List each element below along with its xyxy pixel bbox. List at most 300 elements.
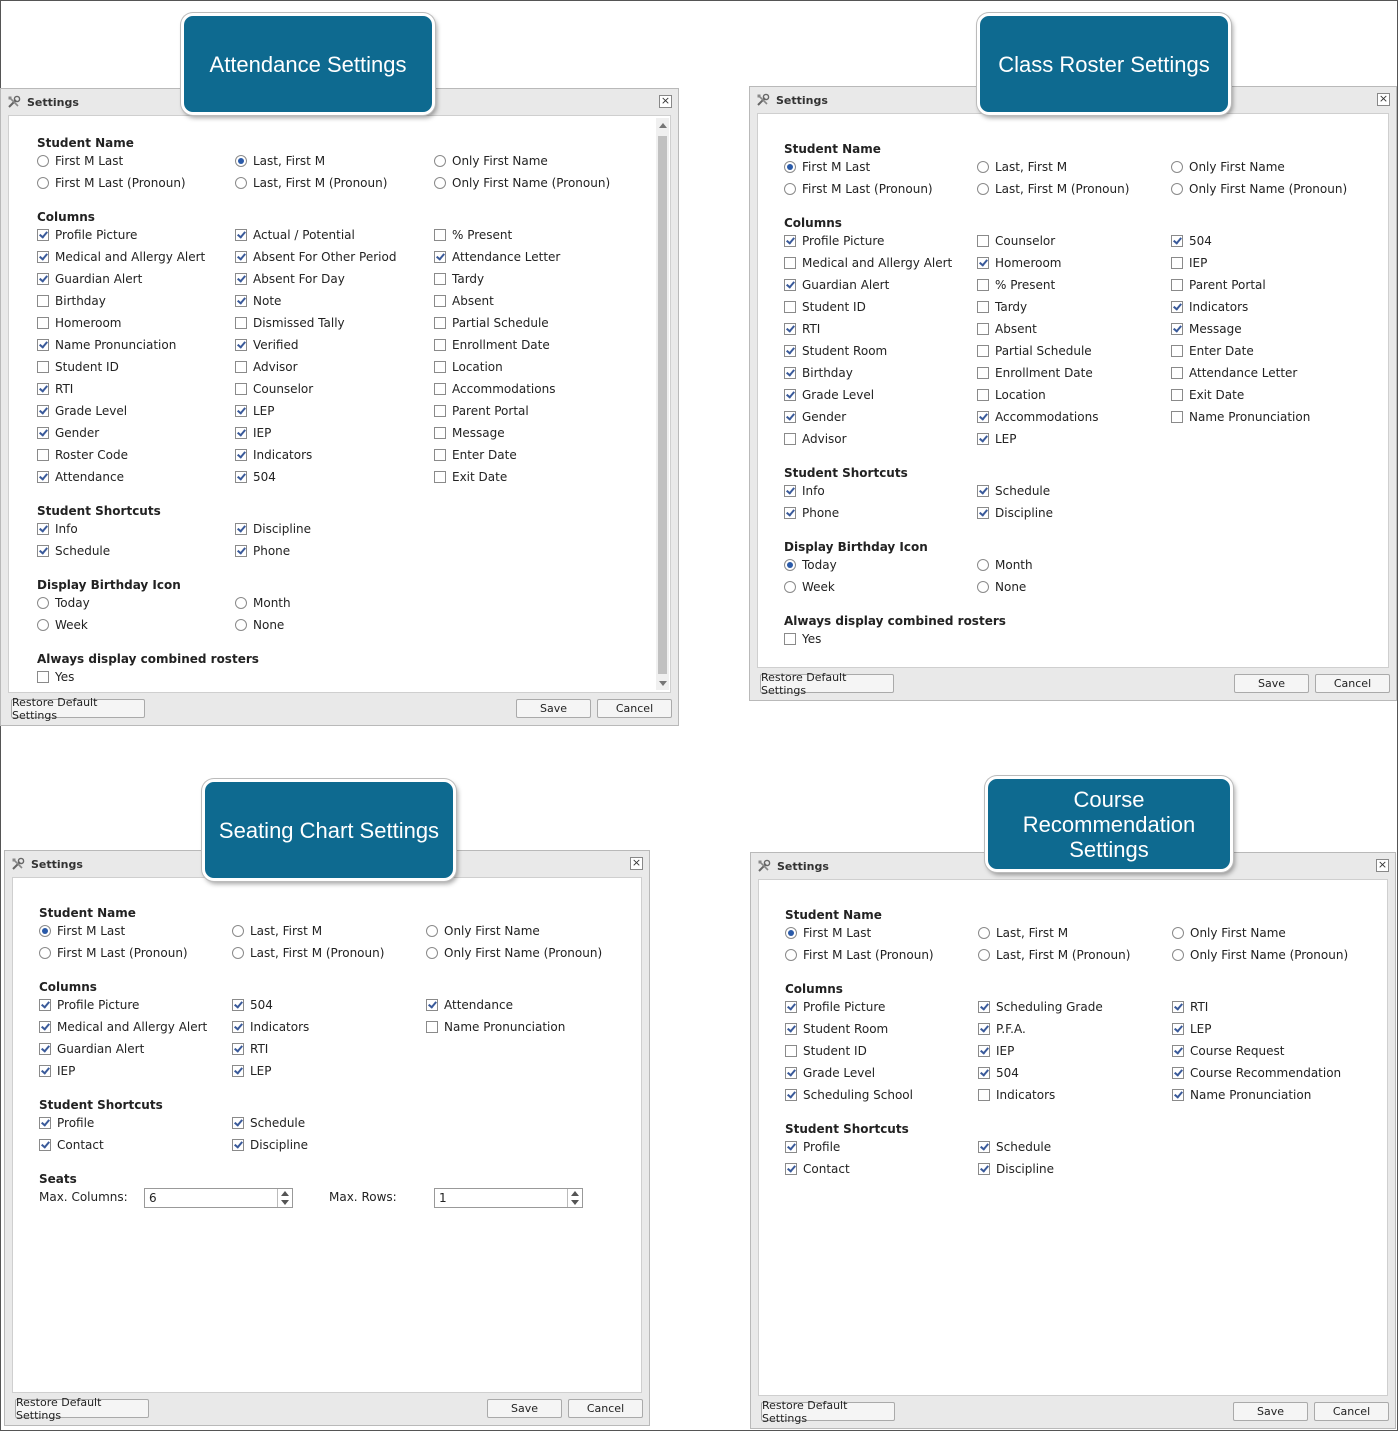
radio-only-first-name-pronoun[interactable]	[1172, 948, 1348, 962]
checkbox-schedule[interactable]	[978, 1140, 1051, 1154]
radio-circle[interactable]	[39, 925, 51, 937]
checkbox-schedule[interactable]	[37, 544, 110, 558]
checkbox-box[interactable]	[37, 471, 49, 483]
checkbox-box[interactable]	[785, 1023, 797, 1035]
checkbox-box[interactable]	[235, 545, 247, 557]
checkbox-profile-picture[interactable]	[37, 228, 137, 242]
radio-month[interactable]	[235, 596, 291, 610]
radio-only-first-name[interactable]	[426, 924, 540, 938]
checkbox-box[interactable]	[977, 345, 989, 357]
vertical-scrollbar[interactable]	[656, 118, 669, 690]
checkbox-discipline[interactable]	[977, 506, 1053, 520]
checkbox-box[interactable]	[426, 999, 438, 1011]
checkbox-indicators[interactable]	[235, 448, 312, 462]
checkbox-box[interactable]	[1171, 367, 1183, 379]
restore-default-settings-button[interactable]: Restore Default Settings	[761, 1402, 895, 1421]
checkbox-box[interactable]	[784, 633, 796, 645]
checkbox-box[interactable]	[426, 1021, 438, 1033]
save-button[interactable]: Save	[487, 1399, 562, 1418]
radio-only-first-name[interactable]	[1171, 160, 1285, 174]
checkbox-contact[interactable]	[785, 1162, 850, 1176]
checkbox-advisor[interactable]	[784, 432, 847, 446]
checkbox-box[interactable]	[232, 1139, 244, 1151]
close-icon[interactable]: ×	[1378, 92, 1389, 105]
radio-circle[interactable]	[977, 183, 989, 195]
checkbox-box[interactable]	[37, 671, 49, 683]
checkbox-box[interactable]	[785, 1141, 797, 1153]
checkbox-profile-picture[interactable]	[785, 1000, 885, 1014]
checkbox-tardy[interactable]	[434, 272, 484, 286]
radio-circle[interactable]	[232, 925, 244, 937]
radio-circle[interactable]	[1172, 949, 1184, 961]
checkbox-box[interactable]	[978, 1089, 990, 1101]
radio-last-first-m-pronoun[interactable]	[978, 948, 1130, 962]
radio-last-first-m-pronoun[interactable]	[235, 176, 387, 190]
checkbox-box[interactable]	[37, 523, 49, 535]
checkbox-box[interactable]	[1172, 1067, 1184, 1079]
scroll-up-arrow-icon[interactable]	[659, 123, 667, 128]
checkbox-parent-portal[interactable]	[1171, 278, 1266, 292]
max-columns-stepper[interactable]	[144, 1188, 293, 1208]
stepper-up-icon[interactable]	[571, 1191, 579, 1196]
checkbox-yes[interactable]	[784, 632, 821, 646]
checkbox-box[interactable]	[235, 471, 247, 483]
radio-circle[interactable]	[978, 927, 990, 939]
radio-none[interactable]	[977, 580, 1026, 594]
checkbox-box[interactable]	[977, 323, 989, 335]
checkbox-504[interactable]	[978, 1066, 1019, 1080]
checkbox-box[interactable]	[39, 1043, 51, 1055]
checkbox-box[interactable]	[434, 361, 446, 373]
checkbox-enrollment-date[interactable]	[434, 338, 550, 352]
checkbox-student-id[interactable]	[785, 1044, 867, 1058]
checkbox-medical-and-allergy-alert[interactable]	[37, 250, 205, 264]
checkbox-present[interactable]	[977, 278, 1055, 292]
stepper-arrows[interactable]	[277, 1189, 292, 1207]
radio-circle[interactable]	[235, 597, 247, 609]
radio-only-first-name-pronoun[interactable]	[1171, 182, 1347, 196]
checkbox-box[interactable]	[37, 295, 49, 307]
checkbox-box[interactable]	[37, 427, 49, 439]
checkbox-box[interactable]	[977, 257, 989, 269]
checkbox-lep[interactable]	[1172, 1022, 1212, 1036]
radio-week[interactable]	[37, 618, 88, 632]
checkbox-box[interactable]	[785, 1089, 797, 1101]
checkbox-box[interactable]	[1172, 1001, 1184, 1013]
checkbox-box[interactable]	[1172, 1045, 1184, 1057]
checkbox-profile-picture[interactable]	[784, 234, 884, 248]
checkbox-box[interactable]	[784, 411, 796, 423]
checkbox-gender[interactable]	[37, 426, 99, 440]
radio-circle[interactable]	[785, 927, 797, 939]
checkbox-box[interactable]	[784, 345, 796, 357]
checkbox-box[interactable]	[37, 383, 49, 395]
checkbox-enter-date[interactable]	[1171, 344, 1254, 358]
checkbox-course-request[interactable]	[1172, 1044, 1284, 1058]
radio-circle[interactable]	[1172, 927, 1184, 939]
radio-none[interactable]	[235, 618, 284, 632]
radio-first-m-last-pronoun[interactable]	[37, 176, 186, 190]
checkbox-iep[interactable]	[39, 1064, 75, 1078]
checkbox-homeroom[interactable]	[37, 316, 121, 330]
checkbox-actual-potential[interactable]	[235, 228, 355, 242]
checkbox-name-pronunciation[interactable]	[1171, 410, 1310, 424]
radio-circle[interactable]	[434, 177, 446, 189]
checkbox-exit-date[interactable]	[434, 470, 507, 484]
radio-only-first-name-pronoun[interactable]	[434, 176, 610, 190]
checkbox-box[interactable]	[977, 411, 989, 423]
checkbox-box[interactable]	[434, 295, 446, 307]
radio-circle[interactable]	[784, 161, 796, 173]
checkbox-profile[interactable]	[785, 1140, 840, 1154]
checkbox-homeroom[interactable]	[977, 256, 1061, 270]
checkbox-partial-schedule[interactable]	[977, 344, 1092, 358]
checkbox-box[interactable]	[39, 1139, 51, 1151]
stepper-arrows[interactable]	[567, 1189, 582, 1207]
checkbox-box[interactable]	[235, 449, 247, 461]
checkbox-box[interactable]	[434, 317, 446, 329]
cancel-button[interactable]: Cancel	[568, 1399, 643, 1418]
checkbox-enter-date[interactable]	[434, 448, 517, 462]
checkbox-box[interactable]	[39, 999, 51, 1011]
checkbox-box[interactable]	[977, 279, 989, 291]
checkbox-box[interactable]	[784, 507, 796, 519]
checkbox-box[interactable]	[235, 383, 247, 395]
checkbox-box[interactable]	[232, 1065, 244, 1077]
radio-last-first-m[interactable]	[978, 926, 1068, 940]
checkbox-box[interactable]	[434, 427, 446, 439]
checkbox-name-pronunciation[interactable]	[37, 338, 176, 352]
radio-circle[interactable]	[426, 947, 438, 959]
checkbox-schedule[interactable]	[977, 484, 1050, 498]
checkbox-student-id[interactable]	[784, 300, 866, 314]
radio-only-first-name-pronoun[interactable]	[426, 946, 602, 960]
checkbox-box[interactable]	[785, 1067, 797, 1079]
checkbox-indicators[interactable]	[978, 1088, 1055, 1102]
checkbox-discipline[interactable]	[978, 1162, 1054, 1176]
checkbox-indicators[interactable]	[232, 1020, 309, 1034]
checkbox-schedule[interactable]	[232, 1116, 305, 1130]
checkbox-box[interactable]	[232, 999, 244, 1011]
radio-first-m-last[interactable]	[37, 154, 123, 168]
checkbox-guardian-alert[interactable]	[784, 278, 889, 292]
checkbox-lep[interactable]	[232, 1064, 272, 1078]
checkbox-box[interactable]	[37, 405, 49, 417]
checkbox-discipline[interactable]	[232, 1138, 308, 1152]
checkbox-student-id[interactable]	[37, 360, 119, 374]
checkbox-box[interactable]	[235, 339, 247, 351]
checkbox-box[interactable]	[434, 229, 446, 241]
checkbox-box[interactable]	[37, 339, 49, 351]
checkbox-box[interactable]	[235, 295, 247, 307]
radio-circle[interactable]	[784, 559, 796, 571]
checkbox-box[interactable]	[1171, 257, 1183, 269]
radio-first-m-last[interactable]	[784, 160, 870, 174]
radio-circle[interactable]	[37, 619, 49, 631]
checkbox-box[interactable]	[37, 229, 49, 241]
checkbox-info[interactable]	[37, 522, 78, 536]
checkbox-504[interactable]	[232, 998, 273, 1012]
checkbox-accommodations[interactable]	[977, 410, 1098, 424]
checkbox-box[interactable]	[978, 1067, 990, 1079]
checkbox-box[interactable]	[784, 301, 796, 313]
save-button[interactable]: Save	[1233, 1402, 1308, 1421]
checkbox-box[interactable]	[1171, 411, 1183, 423]
checkbox-box[interactable]	[37, 361, 49, 373]
radio-circle[interactable]	[978, 949, 990, 961]
checkbox-box[interactable]	[784, 323, 796, 335]
stepper-up-icon[interactable]	[281, 1191, 289, 1196]
radio-circle[interactable]	[426, 925, 438, 937]
radio-circle[interactable]	[784, 581, 796, 593]
save-button[interactable]: Save	[1234, 674, 1309, 693]
checkbox-box[interactable]	[978, 1045, 990, 1057]
checkbox-box[interactable]	[977, 433, 989, 445]
radio-circle[interactable]	[1171, 161, 1183, 173]
checkbox-counselor[interactable]	[977, 234, 1055, 248]
checkbox-contact[interactable]	[39, 1138, 104, 1152]
checkbox-box[interactable]	[37, 317, 49, 329]
checkbox-box[interactable]	[232, 1043, 244, 1055]
checkbox-box[interactable]	[784, 389, 796, 401]
checkbox-box[interactable]	[434, 383, 446, 395]
radio-circle[interactable]	[235, 177, 247, 189]
checkbox-message[interactable]	[1171, 322, 1242, 336]
radio-circle[interactable]	[434, 155, 446, 167]
checkbox-name-pronunciation[interactable]	[1172, 1088, 1311, 1102]
checkbox-name-pronunciation[interactable]	[426, 1020, 565, 1034]
checkbox-phone[interactable]	[235, 544, 290, 558]
checkbox-box[interactable]	[785, 1001, 797, 1013]
checkbox-box[interactable]	[784, 367, 796, 379]
max-rows-stepper[interactable]	[434, 1188, 583, 1208]
checkbox-box[interactable]	[37, 545, 49, 557]
checkbox-lep[interactable]	[977, 432, 1017, 446]
radio-last-first-m[interactable]	[235, 154, 325, 168]
checkbox-504[interactable]	[1171, 234, 1212, 248]
checkbox-attendance-letter[interactable]	[434, 250, 560, 264]
restore-default-settings-button[interactable]: Restore Default Settings	[11, 699, 145, 718]
restore-default-settings-button[interactable]: Restore Default Settings	[15, 1399, 149, 1418]
checkbox-box[interactable]	[235, 523, 247, 535]
restore-default-settings-button[interactable]: Restore Default Settings	[760, 674, 894, 693]
checkbox-grade-level[interactable]	[784, 388, 874, 402]
checkbox-guardian-alert[interactable]	[39, 1042, 144, 1056]
stepper-down-icon[interactable]	[281, 1200, 289, 1205]
checkbox-indicators[interactable]	[1171, 300, 1248, 314]
radio-first-m-last[interactable]	[39, 924, 125, 938]
checkbox-box[interactable]	[977, 389, 989, 401]
radio-week[interactable]	[784, 580, 835, 594]
checkbox-box[interactable]	[785, 1045, 797, 1057]
scroll-thumb[interactable]	[658, 136, 667, 674]
checkbox-profile[interactable]	[39, 1116, 94, 1130]
checkbox-attendance-letter[interactable]	[1171, 366, 1297, 380]
checkbox-rti[interactable]	[1172, 1000, 1208, 1014]
checkbox-504[interactable]	[235, 470, 276, 484]
radio-last-first-m[interactable]	[977, 160, 1067, 174]
checkbox-absent-for-day[interactable]	[235, 272, 345, 286]
radio-circle[interactable]	[235, 155, 247, 167]
checkbox-absent[interactable]	[434, 294, 494, 308]
close-icon[interactable]: ×	[631, 856, 642, 869]
checkbox-gender[interactable]	[784, 410, 846, 424]
checkbox-parent-portal[interactable]	[434, 404, 529, 418]
cancel-button[interactable]: Cancel	[1314, 1402, 1389, 1421]
radio-first-m-last-pronoun[interactable]	[785, 948, 934, 962]
radio-circle[interactable]	[977, 581, 989, 593]
checkbox-box[interactable]	[1172, 1023, 1184, 1035]
checkbox-box[interactable]	[434, 339, 446, 351]
checkbox-lep[interactable]	[235, 404, 275, 418]
checkbox-box[interactable]	[978, 1163, 990, 1175]
checkbox-discipline[interactable]	[235, 522, 311, 536]
checkbox-box[interactable]	[784, 279, 796, 291]
radio-circle[interactable]	[232, 947, 244, 959]
checkbox-box[interactable]	[39, 1021, 51, 1033]
checkbox-phone[interactable]	[784, 506, 839, 520]
checkbox-course-recommendation[interactable]	[1172, 1066, 1341, 1080]
checkbox-yes[interactable]	[37, 670, 74, 684]
checkbox-box[interactable]	[977, 367, 989, 379]
radio-first-m-last-pronoun[interactable]	[784, 182, 933, 196]
checkbox-box[interactable]	[37, 251, 49, 263]
checkbox-box[interactable]	[434, 405, 446, 417]
checkbox-box[interactable]	[37, 449, 49, 461]
checkbox-box[interactable]	[784, 235, 796, 247]
checkbox-box[interactable]	[1171, 389, 1183, 401]
radio-circle[interactable]	[785, 949, 797, 961]
checkbox-rti[interactable]	[37, 382, 73, 396]
checkbox-box[interactable]	[977, 507, 989, 519]
radio-circle[interactable]	[39, 947, 51, 959]
checkbox-box[interactable]	[39, 1117, 51, 1129]
checkbox-iep[interactable]	[235, 426, 271, 440]
checkbox-note[interactable]	[235, 294, 281, 308]
radio-circle[interactable]	[1171, 183, 1183, 195]
checkbox-accommodations[interactable]	[434, 382, 555, 396]
checkbox-dismissed-tally[interactable]	[235, 316, 345, 330]
radio-only-first-name[interactable]	[1172, 926, 1286, 940]
checkbox-attendance[interactable]	[37, 470, 124, 484]
checkbox-box[interactable]	[434, 449, 446, 461]
checkbox-guardian-alert[interactable]	[37, 272, 142, 286]
radio-circle[interactable]	[37, 597, 49, 609]
checkbox-box[interactable]	[434, 251, 446, 263]
checkbox-p-f-a[interactable]	[978, 1022, 1026, 1036]
checkbox-enrollment-date[interactable]	[977, 366, 1093, 380]
scroll-down-arrow-icon[interactable]	[659, 681, 667, 686]
radio-last-first-m[interactable]	[232, 924, 322, 938]
checkbox-message[interactable]	[434, 426, 505, 440]
checkbox-info[interactable]	[784, 484, 825, 498]
checkbox-rti[interactable]	[232, 1042, 268, 1056]
checkbox-box[interactable]	[235, 361, 247, 373]
checkbox-attendance[interactable]	[426, 998, 513, 1012]
checkbox-box[interactable]	[784, 433, 796, 445]
checkbox-box[interactable]	[434, 471, 446, 483]
close-icon[interactable]: ×	[1377, 858, 1388, 871]
checkbox-box[interactable]	[977, 301, 989, 313]
checkbox-grade-level[interactable]	[37, 404, 127, 418]
close-icon[interactable]: ×	[660, 94, 671, 107]
radio-last-first-m-pronoun[interactable]	[232, 946, 384, 960]
radio-circle[interactable]	[235, 619, 247, 631]
checkbox-box[interactable]	[1171, 323, 1183, 335]
checkbox-box[interactable]	[1171, 279, 1183, 291]
checkbox-box[interactable]	[232, 1117, 244, 1129]
checkbox-box[interactable]	[1171, 345, 1183, 357]
checkbox-box[interactable]	[977, 235, 989, 247]
checkbox-box[interactable]	[235, 405, 247, 417]
checkbox-medical-and-allergy-alert[interactable]	[39, 1020, 207, 1034]
checkbox-box[interactable]	[235, 229, 247, 241]
radio-today[interactable]	[37, 596, 90, 610]
checkbox-box[interactable]	[1171, 301, 1183, 313]
max-columns-value[interactable]: 6	[149, 1191, 157, 1205]
checkbox-absent-for-other-period[interactable]	[235, 250, 396, 264]
save-button[interactable]: Save	[516, 699, 591, 718]
radio-today[interactable]	[784, 558, 837, 572]
checkbox-box[interactable]	[1172, 1089, 1184, 1101]
checkbox-iep[interactable]	[978, 1044, 1014, 1058]
checkbox-advisor[interactable]	[235, 360, 298, 374]
checkbox-scheduling-grade[interactable]	[978, 1000, 1103, 1014]
radio-first-m-last-pronoun[interactable]	[39, 946, 188, 960]
max-rows-value[interactable]: 1	[439, 1191, 447, 1205]
radio-first-m-last[interactable]	[785, 926, 871, 940]
checkbox-box[interactable]	[37, 273, 49, 285]
checkbox-present[interactable]	[434, 228, 512, 242]
checkbox-roster-code[interactable]	[37, 448, 128, 462]
radio-last-first-m-pronoun[interactable]	[977, 182, 1129, 196]
checkbox-verified[interactable]	[235, 338, 299, 352]
radio-circle[interactable]	[784, 183, 796, 195]
checkbox-rti[interactable]	[784, 322, 820, 336]
checkbox-box[interactable]	[434, 273, 446, 285]
checkbox-student-room[interactable]	[784, 344, 887, 358]
checkbox-iep[interactable]	[1171, 256, 1207, 270]
checkbox-box[interactable]	[977, 485, 989, 497]
checkbox-box[interactable]	[978, 1001, 990, 1013]
checkbox-box[interactable]	[1171, 235, 1183, 247]
checkbox-box[interactable]	[784, 257, 796, 269]
checkbox-partial-schedule[interactable]	[434, 316, 549, 330]
checkbox-box[interactable]	[978, 1141, 990, 1153]
checkbox-profile-picture[interactable]	[39, 998, 139, 1012]
cancel-button[interactable]: Cancel	[1315, 674, 1390, 693]
checkbox-location[interactable]	[434, 360, 503, 374]
checkbox-box[interactable]	[784, 485, 796, 497]
checkbox-birthday[interactable]	[37, 294, 106, 308]
checkbox-grade-level[interactable]	[785, 1066, 875, 1080]
radio-circle[interactable]	[37, 177, 49, 189]
checkbox-box[interactable]	[978, 1023, 990, 1035]
checkbox-box[interactable]	[785, 1163, 797, 1175]
checkbox-location[interactable]	[977, 388, 1046, 402]
cancel-button[interactable]: Cancel	[597, 699, 672, 718]
radio-circle[interactable]	[37, 155, 49, 167]
checkbox-box[interactable]	[232, 1021, 244, 1033]
checkbox-box[interactable]	[39, 1065, 51, 1077]
checkbox-student-room[interactable]	[785, 1022, 888, 1036]
checkbox-absent[interactable]	[977, 322, 1037, 336]
checkbox-box[interactable]	[235, 251, 247, 263]
checkbox-tardy[interactable]	[977, 300, 1027, 314]
checkbox-scheduling-school[interactable]	[785, 1088, 913, 1102]
checkbox-exit-date[interactable]	[1171, 388, 1244, 402]
radio-circle[interactable]	[977, 559, 989, 571]
